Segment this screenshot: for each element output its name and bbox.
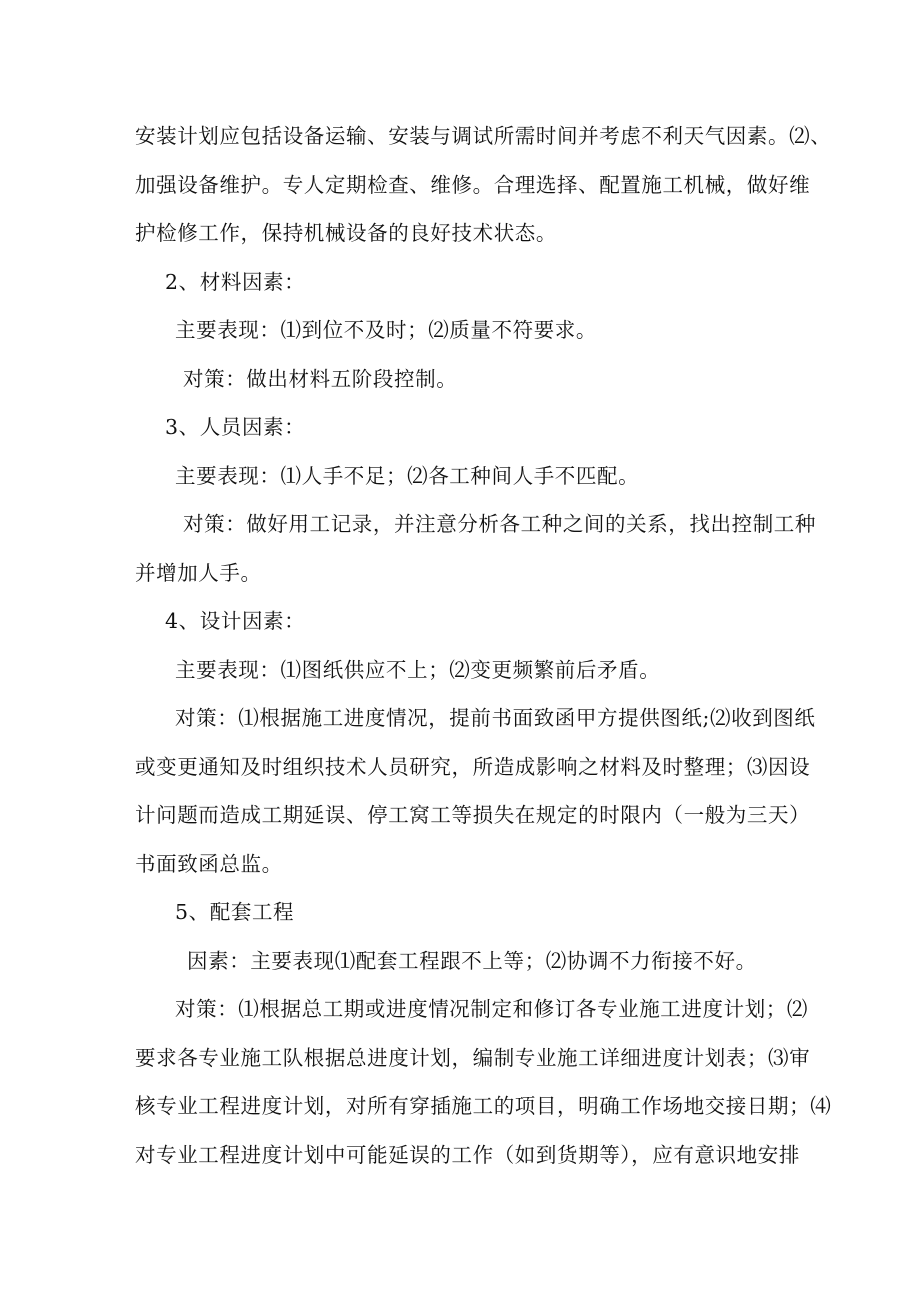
- text-line: 书面致函总监。: [135, 851, 283, 876]
- text-line: 对策：做好用工记录，并注意分析各工种之间的关系，找出控制工种: [183, 512, 816, 536]
- text-line: 对策：⑴根据总工期或进度情况制定和修订各专业施工进度计划；⑵: [175, 997, 808, 1021]
- text-line: 对专业工程进度计划中可能延误的工作（如到货期等），应有意识地安排: [135, 1142, 800, 1167]
- section-heading: 5、配套工程: [175, 900, 295, 924]
- section-heading: 4、设计因素：: [165, 609, 306, 633]
- text-line: 主要表现：⑴人手不足；⑵各工种间人手不匹配。: [175, 463, 640, 488]
- text-line: 要求各专业施工队根据总进度计划，编制专业施工详细进度计划表；⑶审: [135, 1045, 811, 1070]
- text-line: 或变更通知及时组织技术人员研究，所造成影响之材料及时整理；⑶因设: [135, 754, 811, 779]
- text-line: 对策：做出材料五阶段控制。: [183, 366, 458, 391]
- document-body: [135, 112, 832, 1179]
- text-line: 计问题而造成工期延误、停工窝工等损失在规定的时限内（一般为三天）: [135, 803, 811, 827]
- text-line: 主要表现：⑴图纸供应不上；⑵变更频繁前后矛盾。: [175, 657, 661, 682]
- section-heading: 3、人员因素：: [165, 415, 306, 439]
- text-line: 主要表现：⑴到位不及时；⑵质量不符要求。: [175, 318, 597, 342]
- text-line: 加强设备维护。专人定期检查、维修。合理选择、配置施工机械，做好维: [135, 172, 811, 197]
- text-line: 核专业工程进度计划，对所有穿插施工的项目，明确工作场地交接日期；⑷: [135, 1094, 832, 1118]
- text-line: 因素：主要表现⑴配套工程跟不上等；⑵协调不力衔接不好。: [187, 948, 757, 973]
- section-heading: 2、材料因素：: [165, 269, 306, 294]
- text-line: 对策：⑴根据施工进度情况，提前书面致函甲方提供图纸;⑵收到图纸: [175, 706, 816, 730]
- text-line: 安装计划应包括设备运输、安装与调试所需时间并考虑不利天气因素。⑵、: [135, 124, 832, 148]
- text-line: 并增加人手。: [135, 560, 262, 585]
- text-line: 护检修工作，保持机械设备的良好技术状态。: [135, 221, 557, 245]
